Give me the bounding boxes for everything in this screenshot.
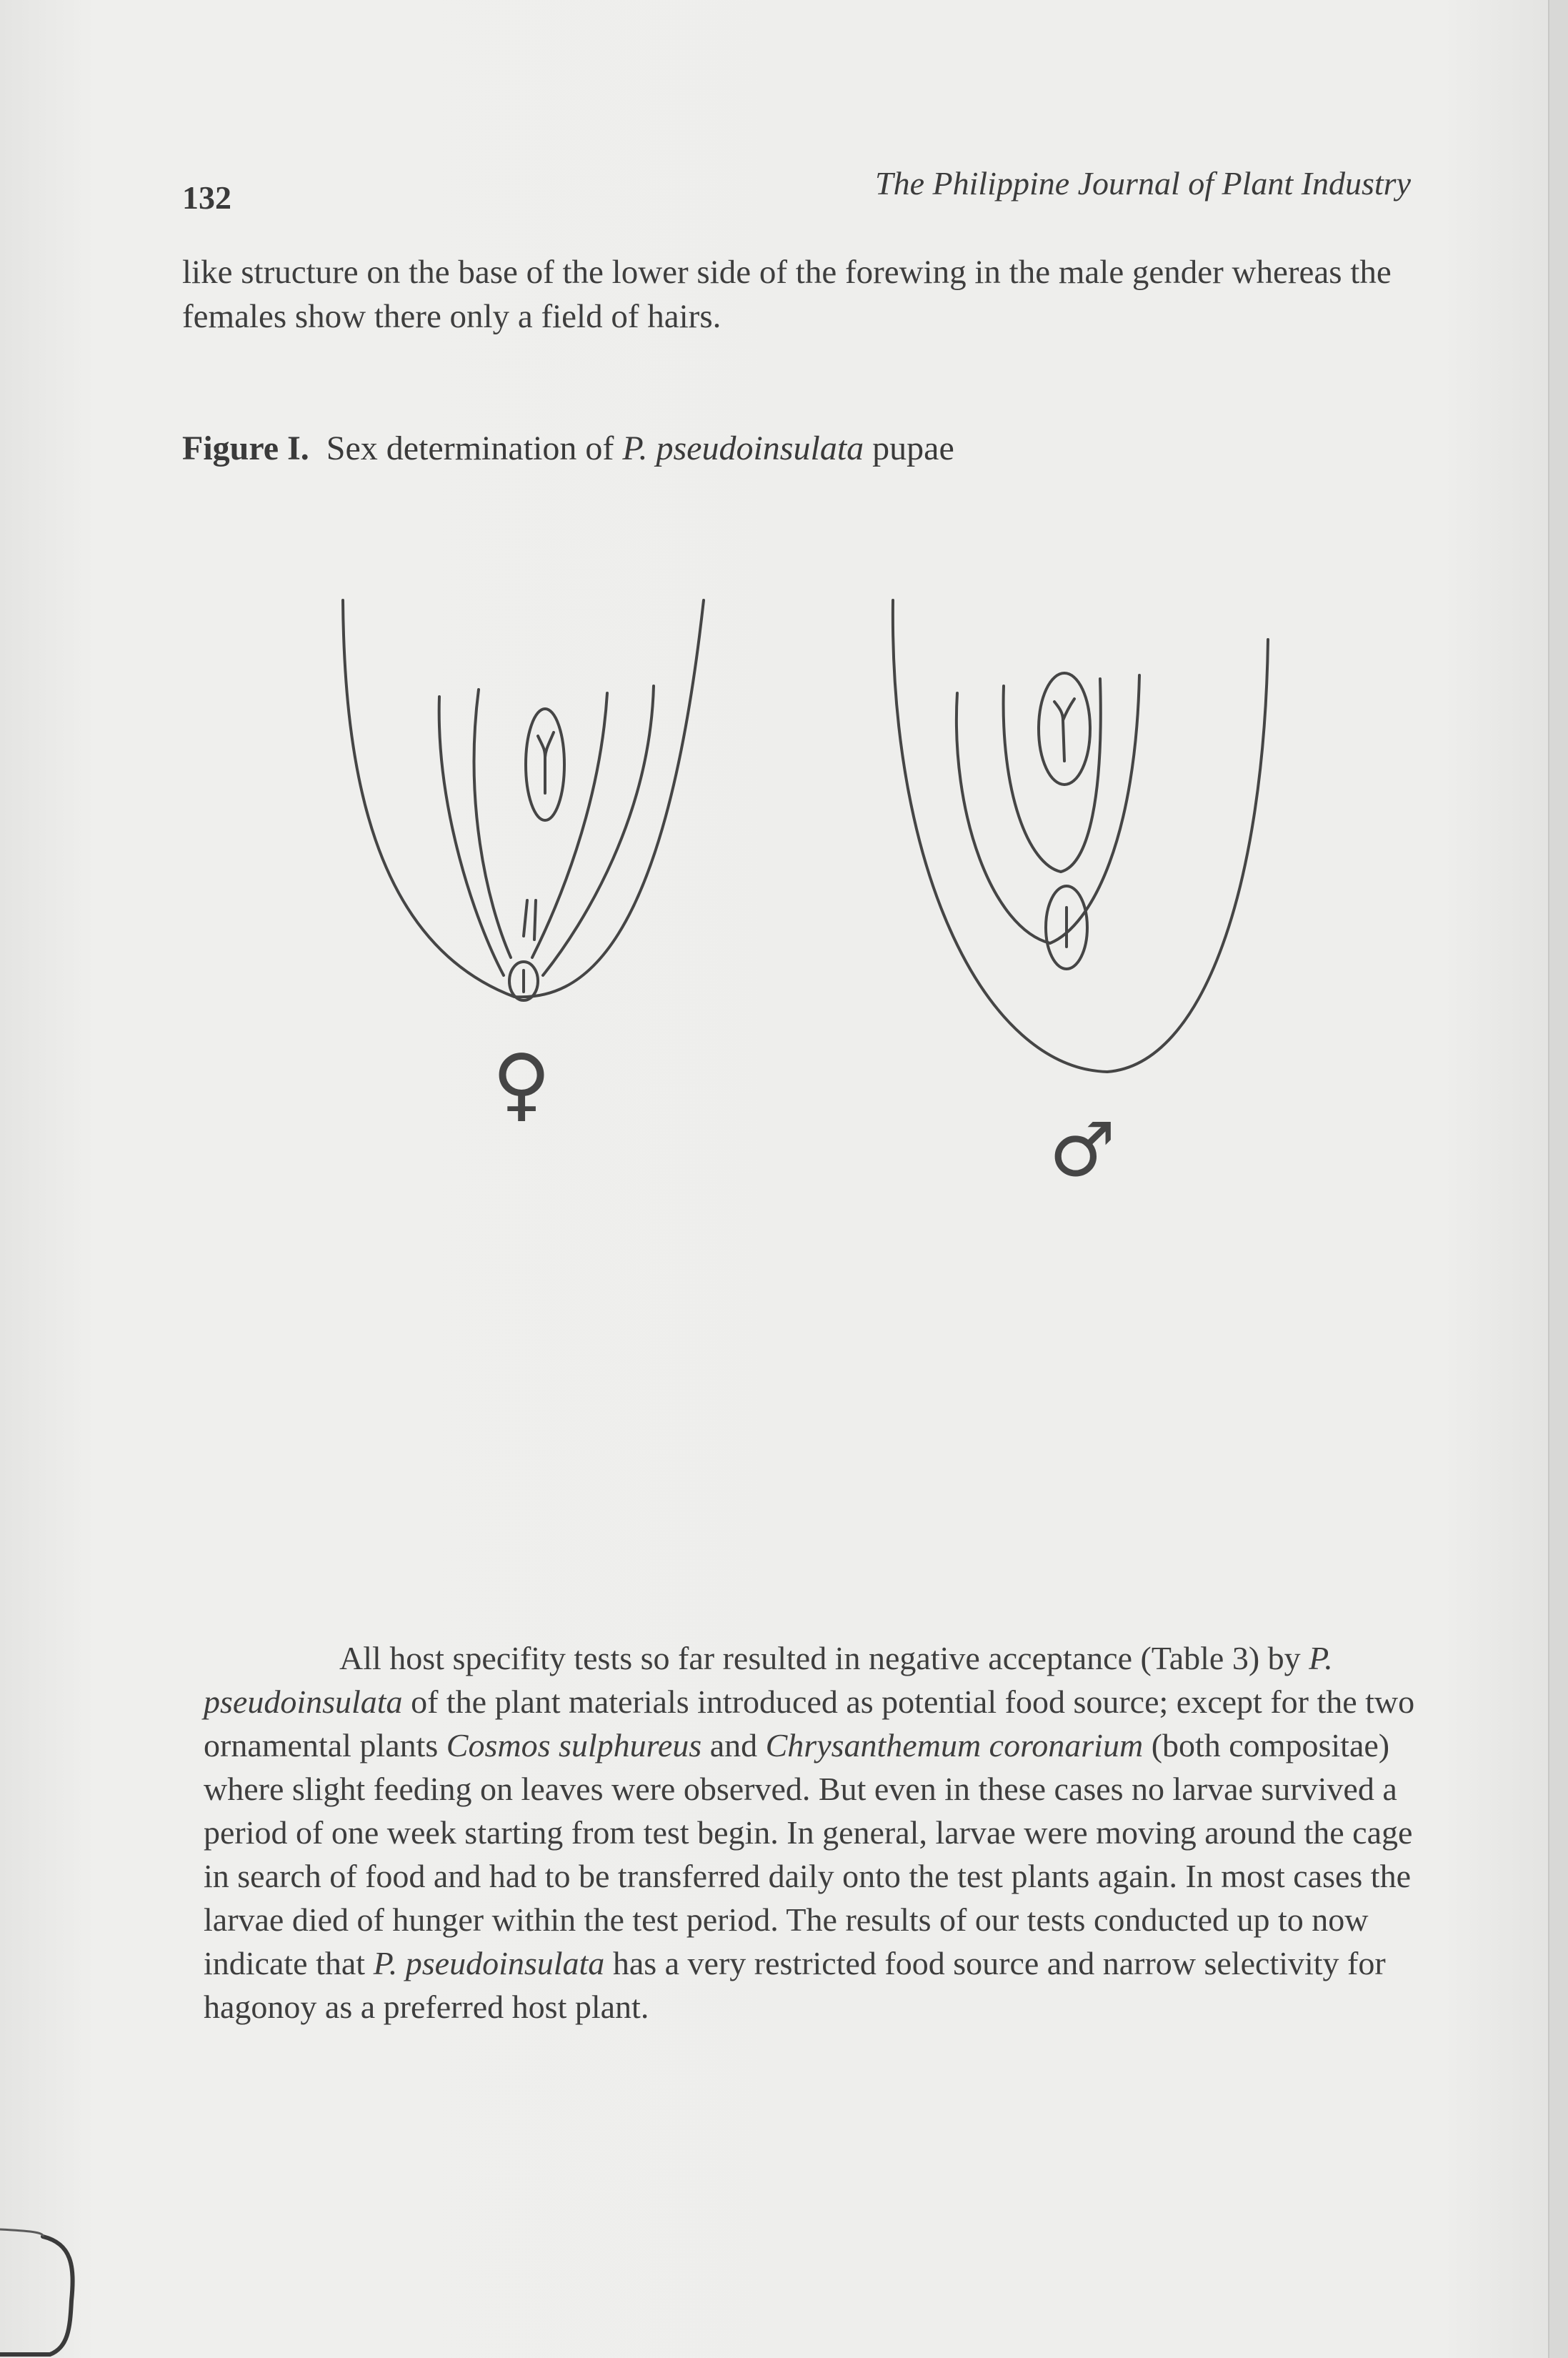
species-name-2: Cosmos sulphureus [446, 1727, 702, 1763]
body-text-3: and [709, 1727, 758, 1763]
caption-text-end: pupae [872, 429, 954, 467]
caption-text: Sex determination of [326, 429, 614, 467]
body-text-1: All host specifity tests so far resulted in negative acceptance (Table 3) by [339, 1640, 1301, 1676]
caption-species: P. pseudoinsulata [622, 429, 864, 467]
binder-clip-mark [0, 2222, 86, 2358]
body-paragraph [204, 1636, 1443, 2029]
male-symbol: ♂ [1049, 1106, 1116, 1193]
body-text-5: has a very restricted food source and narrow selectivity for hagonoy as a preferred host plant. [204, 1945, 1386, 2025]
species-name-4: P. pseudoinsulata [373, 1945, 605, 1981]
running-head: The Philippine Journal of Plant Industry [875, 165, 1411, 202]
species-name-1: P. pseudoinsulata [204, 1640, 1333, 1720]
body-text-2: of the plant materials introduced as potential food source; except for the two ornamental plants [204, 1683, 1415, 1763]
page-edge-shadow [1548, 0, 1568, 2358]
figure-caption [182, 429, 1397, 468]
male-pupa-drawing [893, 600, 1268, 1072]
body-text-4: (both compositae) where slight feeding on leaves were observed. But even in these cases no larvae survived a period of one week starting from test begin. In general, larvae were moving around the cage in search of food and had to be transferred daily onto the test plants again. In most cases the larvae died of hunger within the test period. The results of our tests conducted up to now indicate that [204, 1727, 1413, 1981]
female-symbol: ♀ [491, 1038, 551, 1130]
figure-label: Figure I. [182, 429, 309, 467]
page-number: 132 [182, 179, 231, 216]
species-name-3: Chrysanthemum coronarium [765, 1727, 1144, 1763]
intro-paragraph: like structure on the base of the lower side of the forewing in the male gender whereas the females show there only a field of hairs. [182, 254, 1392, 335]
pupae-figure [307, 586, 1293, 1193]
female-pupa-drawing [343, 600, 704, 1000]
